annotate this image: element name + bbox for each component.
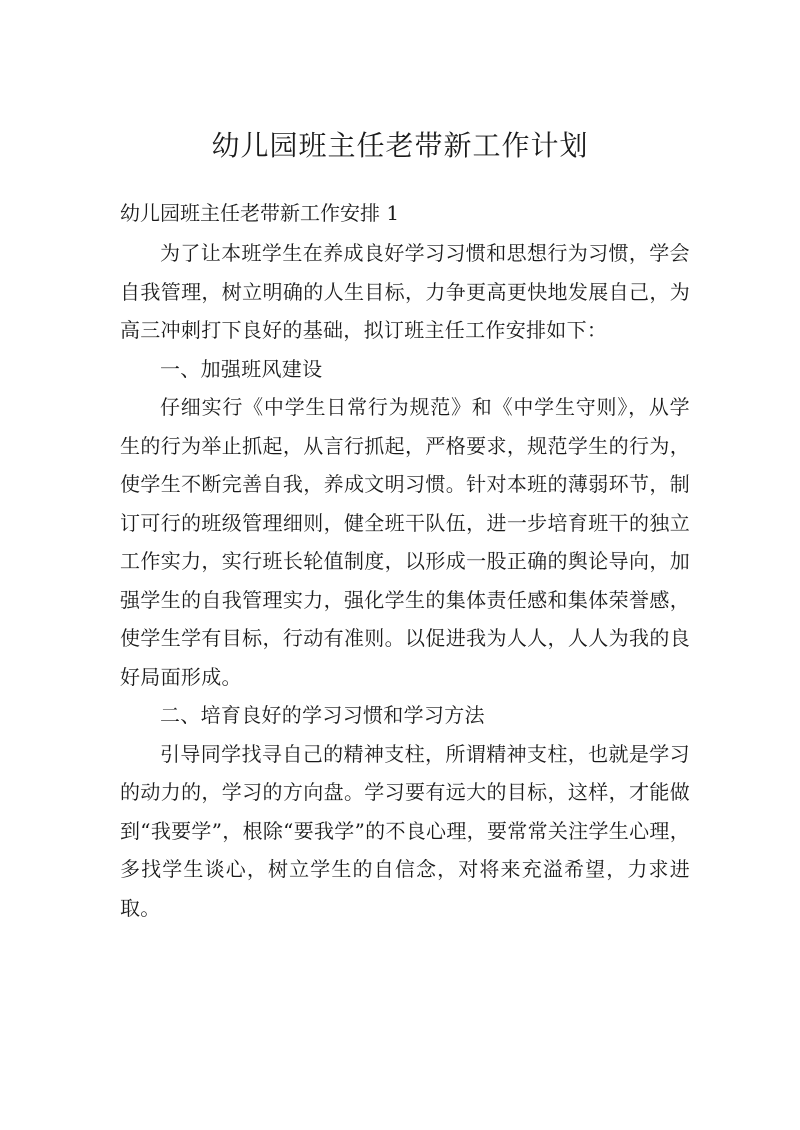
section-1-paragraph: 仔细实行《中学生日常行为规范》和《中学生守则》，从学生的行为举止抓起，从言行抓起，严格要求，规范学生的行为，使学生不断完善自我，养成文明习惯。针对本班的薄弱环节，制订可行的班级管理细则，健全班干队伍，进一步培育班干的独立工作实力，实行班长轮值制度，以形成一股正确的舆论导向，加强学生的自我管理实力，强化学生的集体责任感和集体荣誉感，使学生学有目标，行动有准则。以促进我为人人，人人为我的良好局面形成。 xyxy=(120,395,690,689)
section-heading-2: 二、培育良好的学习习惯和学习方法 xyxy=(160,703,485,727)
document-body xyxy=(120,234,690,927)
section-2-paragraph: 引导同学找寻自己的精神支柱，所谓精神支柱，也就是学习的动力的，学习的方向盘。学习要有远大的目标，这样，才能做到“我要学”，根除“要我学”的不良心理，要常常关注学生心理，多找学生谈心，树立学生的自信念，对将来充溢希望，力求进取。 xyxy=(120,741,690,920)
section-heading-1: 一、加强班风建设 xyxy=(160,356,323,381)
intro-paragraph: 为了让本班学生在养成良好学习习惯和思想行为习惯，学会自我管理，树立明确的人生目标，力争更高更快地发展自己，为高三冲刺打下良好的基础，拟订班主任工作安排如下： xyxy=(120,241,690,342)
document-title: 幼儿园班主任老带新工作计划 xyxy=(211,129,589,162)
document-subtitle: 幼儿园班主任老带新工作安排 1 xyxy=(120,201,400,225)
